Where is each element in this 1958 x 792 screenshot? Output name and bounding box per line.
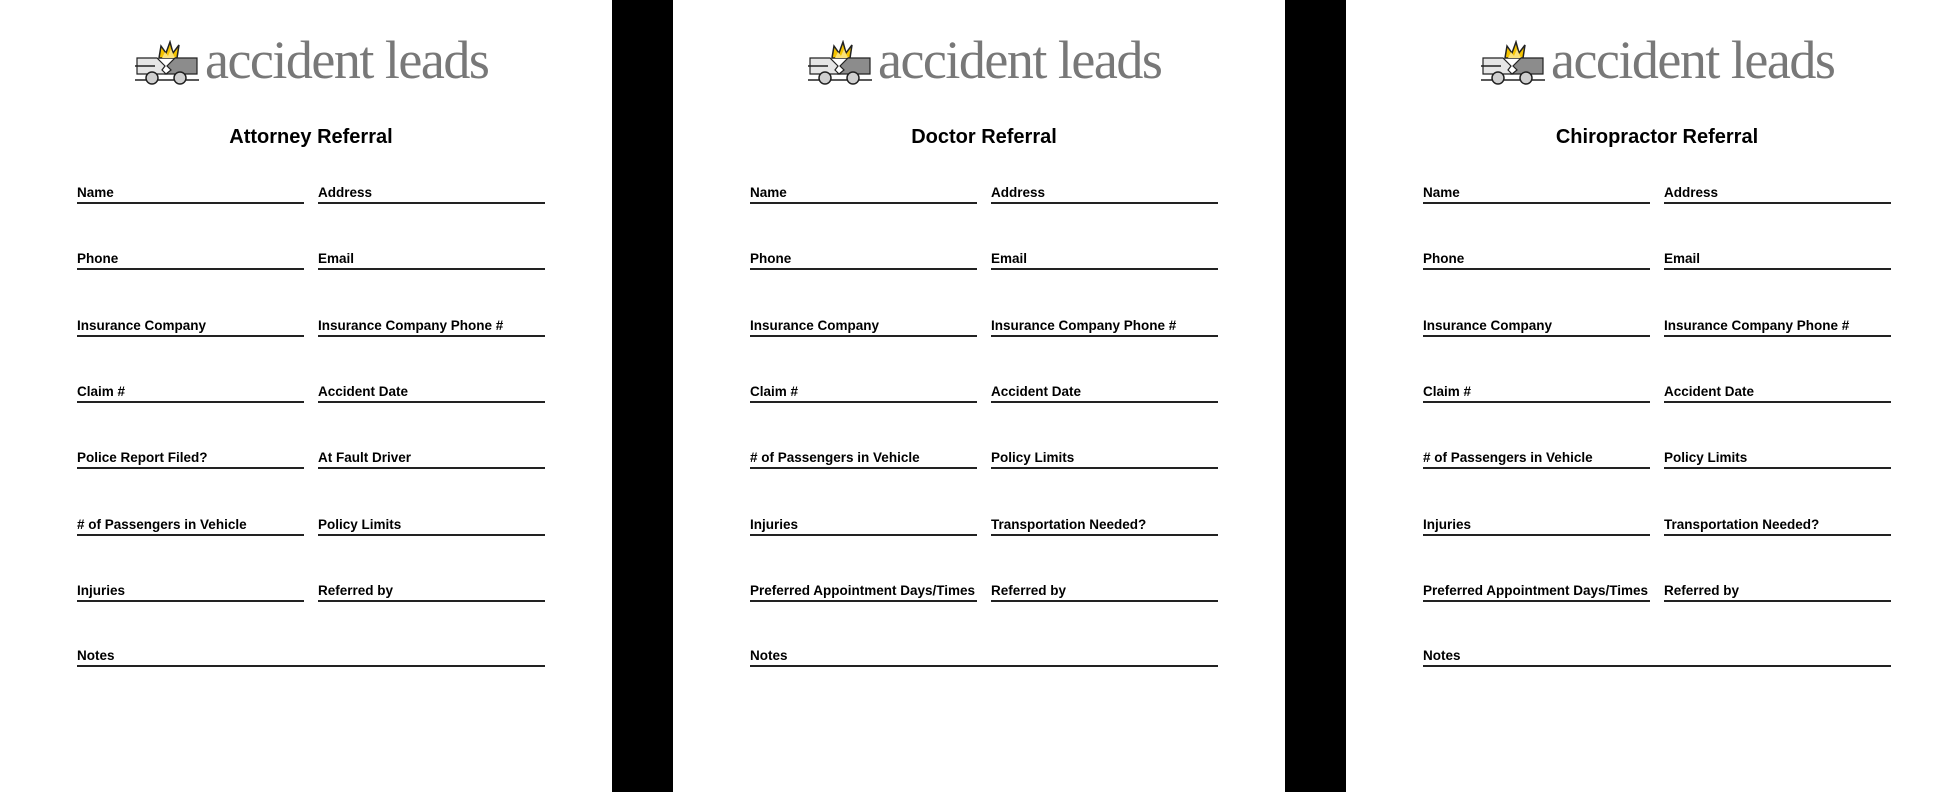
field-label: Injuries <box>750 517 799 532</box>
form-field[interactable] <box>750 514 977 536</box>
field-label: Policy Limits <box>1664 450 1748 465</box>
form-field[interactable] <box>750 381 977 403</box>
notes-field[interactable] <box>77 645 545 667</box>
form-field[interactable] <box>318 514 545 536</box>
form-field[interactable] <box>318 248 545 270</box>
field-label: Address <box>991 185 1046 200</box>
form-field[interactable] <box>318 381 545 403</box>
form-title: Attorney Referral <box>229 126 393 148</box>
field-label: Preferred Appointment Days/Times <box>750 583 976 598</box>
field-label: Phone <box>1423 251 1465 266</box>
form-field[interactable] <box>318 182 545 204</box>
brand-name: accident leads <box>205 30 489 90</box>
field-label: Policy Limits <box>991 450 1075 465</box>
field-label: Injuries <box>77 583 126 598</box>
field-label: Notes <box>77 648 115 663</box>
form-field[interactable] <box>991 447 1218 469</box>
field-label: Name <box>77 185 114 200</box>
field-label: Claim # <box>750 384 799 399</box>
form-field[interactable] <box>991 248 1218 270</box>
form-field[interactable] <box>77 248 304 270</box>
field-label: Transportation Needed? <box>1664 517 1820 532</box>
field-label: Insurance Company Phone # <box>1664 318 1850 333</box>
form-field[interactable] <box>77 315 304 337</box>
field-label: # of Passengers in Vehicle <box>1423 450 1593 465</box>
notes-field[interactable] <box>1423 645 1891 667</box>
form-title: Chiropractor Referral <box>1555 126 1759 148</box>
field-label: Insurance Company <box>1423 318 1553 333</box>
field-label: Claim # <box>1423 384 1472 399</box>
brand-name: accident leads <box>878 30 1162 90</box>
field-label: Accident Date <box>991 384 1082 399</box>
form-field[interactable] <box>1664 182 1891 204</box>
form-field[interactable] <box>1423 447 1650 469</box>
form-field[interactable] <box>77 580 304 602</box>
referral-form-panel-0 <box>0 0 612 792</box>
form-field[interactable] <box>991 381 1218 403</box>
form-field[interactable] <box>1664 381 1891 403</box>
field-label: Notes <box>1423 648 1461 663</box>
field-label: Name <box>750 185 787 200</box>
field-label: Accident Date <box>1664 384 1755 399</box>
form-field[interactable] <box>77 514 304 536</box>
field-label: Insurance Company <box>750 318 880 333</box>
form-field[interactable] <box>991 514 1218 536</box>
field-label: Phone <box>750 251 792 266</box>
field-label: Address <box>1664 185 1719 200</box>
field-label: Accident Date <box>318 384 409 399</box>
field-label: Insurance Company <box>77 318 207 333</box>
field-label: Email <box>991 251 1028 266</box>
brand-logo <box>135 30 495 90</box>
form-field[interactable] <box>1664 514 1891 536</box>
field-label: Referred by <box>991 583 1067 598</box>
field-label: Referred by <box>318 583 394 598</box>
field-label: Notes <box>750 648 788 663</box>
form-field[interactable] <box>991 315 1218 337</box>
form-field[interactable] <box>750 315 977 337</box>
form-field[interactable] <box>1423 182 1650 204</box>
form-field[interactable] <box>991 182 1218 204</box>
form-field[interactable] <box>318 447 545 469</box>
field-label: # of Passengers in Vehicle <box>77 517 247 532</box>
field-label: Referred by <box>1664 583 1740 598</box>
form-field[interactable] <box>1423 580 1650 602</box>
brand-logo <box>808 30 1168 90</box>
form-field[interactable] <box>750 248 977 270</box>
form-field[interactable] <box>1664 315 1891 337</box>
form-field[interactable] <box>1423 381 1650 403</box>
field-label: Transportation Needed? <box>991 517 1147 532</box>
form-field[interactable] <box>750 447 977 469</box>
referral-form-panel-1 <box>673 0 1285 792</box>
form-field[interactable] <box>1664 447 1891 469</box>
referral-form-panel-2 <box>1346 0 1958 792</box>
form-field[interactable] <box>77 182 304 204</box>
field-label: Email <box>318 251 355 266</box>
notes-field[interactable] <box>750 645 1218 667</box>
car-crash-icon <box>1481 40 1545 86</box>
field-label: Police Report Filed? <box>77 450 208 465</box>
field-label: Name <box>1423 185 1460 200</box>
field-label: At Fault Driver <box>318 450 412 465</box>
field-label: Preferred Appointment Days/Times <box>1423 583 1649 598</box>
form-field[interactable] <box>318 315 545 337</box>
field-label: Policy Limits <box>318 517 402 532</box>
field-label: Insurance Company Phone # <box>318 318 504 333</box>
car-crash-icon <box>808 40 872 86</box>
field-label: # of Passengers in Vehicle <box>750 450 920 465</box>
form-field[interactable] <box>1664 248 1891 270</box>
form-field[interactable] <box>77 381 304 403</box>
brand-logo <box>1481 30 1841 90</box>
form-field[interactable] <box>750 182 977 204</box>
field-label: Email <box>1664 251 1701 266</box>
form-field[interactable] <box>77 447 304 469</box>
form-field[interactable] <box>750 580 977 602</box>
field-label: Phone <box>77 251 119 266</box>
form-field[interactable] <box>1423 315 1650 337</box>
form-title: Doctor Referral <box>911 126 1057 148</box>
field-label: Insurance Company Phone # <box>991 318 1177 333</box>
form-field[interactable] <box>1423 514 1650 536</box>
form-field[interactable] <box>318 580 545 602</box>
form-field[interactable] <box>991 580 1218 602</box>
field-label: Injuries <box>1423 517 1472 532</box>
field-label: Claim # <box>77 384 126 399</box>
car-crash-icon <box>135 40 199 86</box>
field-label: Address <box>318 185 373 200</box>
form-field[interactable] <box>1423 248 1650 270</box>
brand-name: accident leads <box>1551 30 1835 90</box>
form-field[interactable] <box>1664 580 1891 602</box>
